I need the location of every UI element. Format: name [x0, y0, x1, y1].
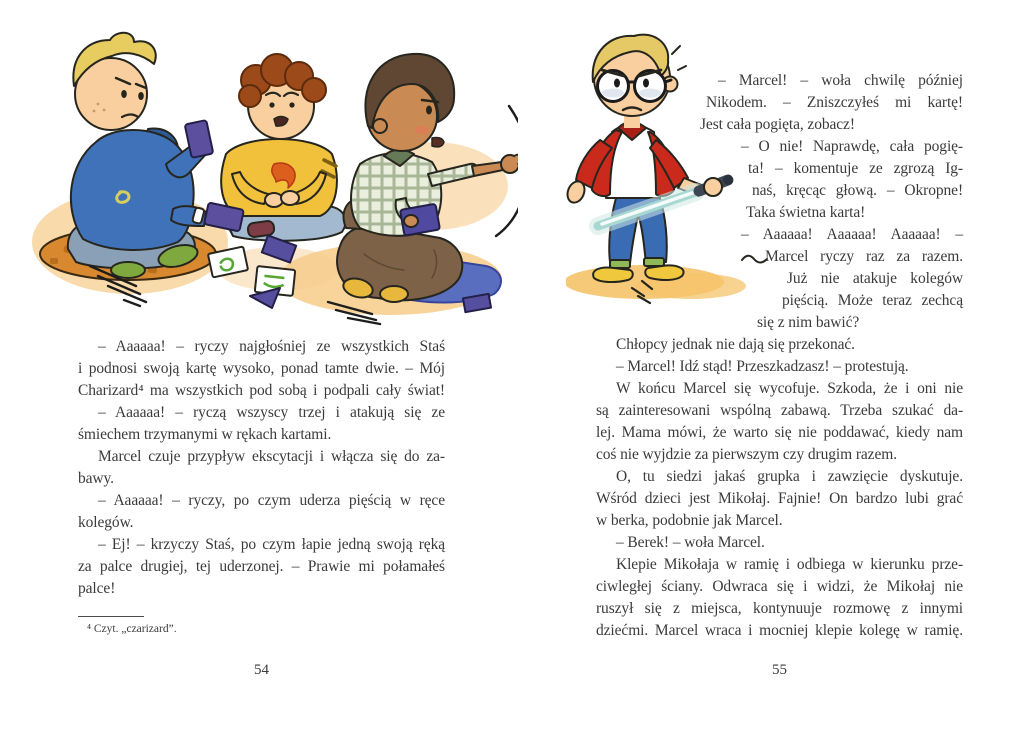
- text-line: Marcel ryczy raz za razem.: [765, 248, 963, 265]
- text-line: Marcel czuje przypływ ekscytacji i włącza się do za-: [98, 448, 445, 465]
- footnote-divider: [78, 616, 144, 617]
- text-line: Taka świetna karta!: [746, 204, 866, 221]
- text-line: ruszył się z miejsca, kontynuuje rozmowę z innymi: [596, 600, 963, 617]
- text-line: naś, kręcąc głową. – Okropne!: [752, 182, 963, 199]
- page-number-left: 54: [254, 662, 269, 678]
- text-line: coś nie wyjdzie za pierwszym czy drugim razem.: [596, 446, 897, 463]
- text-line: lej. Mama mówi, że warto się nie poddawać, kiedy nam: [596, 424, 963, 441]
- text-line: śmiechem trzymanymi w rękach kartami.: [78, 426, 332, 443]
- text-line: – Marcel! – woła chwilę później: [718, 72, 963, 89]
- text-line: Nikodem. – Zniszczyłeś mi kartę!: [706, 94, 963, 111]
- illustration-three-boys-playing-cards: [28, 14, 518, 326]
- footnote: ⁴ Czyt. „czarizard”.: [87, 623, 177, 635]
- text-line: za palce drugiej, tej uderzonej. – Prawie mi połamałeś: [78, 558, 445, 575]
- page-number-right: 55: [772, 662, 787, 678]
- text-line: ciwległej ściany. Odwraca się i widzi, że Mikołaj nie: [596, 578, 963, 595]
- text-line: się z nim bawić?: [757, 314, 860, 331]
- text-line: Charizard⁴ ma wszystkich pod sobą i podpali cały świat!: [78, 382, 445, 399]
- text-line: kolegów.: [78, 514, 134, 531]
- text-line: – Aaaaaa! Aaaaaa! Aaaaaa! –: [741, 226, 963, 243]
- text-line: bawy.: [78, 470, 114, 487]
- text-line: – Aaaaaa! – ryczy, po czym uderza pięścią w ręce: [98, 492, 445, 509]
- text-line: ta! – komentuje ze zgrozą Ig-: [748, 160, 963, 177]
- text-line: – Berek! – woła Marcel.: [616, 534, 765, 551]
- text-line: palce!: [78, 580, 116, 597]
- text-line: – Aaaaaa! – ryczą wszyscy trzej i atakują się ze: [98, 404, 445, 421]
- text-line: pięścią. Może teraz zechcą: [782, 292, 963, 309]
- text-line: Już nie atakuje kolegów: [787, 270, 963, 287]
- text-line: dziećmi. Marcel wraca i mocniej klepie kolegę w ramię.: [596, 622, 963, 639]
- text-line: – O nie! Naprawdę, cała pogię-: [741, 138, 963, 155]
- text-line: – Marcel! Idź stąd! Przeszkadzasz! – protestują.: [616, 358, 909, 375]
- text-line: O, tu siedzi jakaś grupka i zawzięcie dyskutuje.: [616, 468, 963, 485]
- text-line: Klepie Mikołaja w ramię i odbiega w kierunku prze-: [616, 556, 963, 573]
- right-page-text: [596, 70, 963, 642]
- text-line: Wśród dzieci jest Mikołaj. Fajnie! On bardzo lubi grać: [596, 490, 963, 507]
- text-line: w berka, podobnie jak Marcel.: [596, 512, 783, 529]
- text-line: W końcu Marcel się wycofuje. Szkoda, że i oni nie: [616, 380, 963, 397]
- text-line: – Ej! – krzyczy Staś, po czym łapie jedną swoją ręką: [98, 536, 445, 553]
- text-line: Jest cała pogięta, zobacz!: [700, 116, 855, 133]
- text-line: Chłopcy jednak nie dają się przekonać.: [616, 336, 855, 353]
- left-page-text: [78, 336, 445, 600]
- text-line: – Aaaaaa! – ryczy najgłośniej ze wszystkich Staś: [98, 338, 445, 355]
- text-line: są zainteresowani wspólną zabawą. Trzeba szukać da-: [596, 402, 963, 419]
- text-line: i podnosi swoją kartę wysoko, ponad tamte dwie. – Mój: [78, 360, 445, 377]
